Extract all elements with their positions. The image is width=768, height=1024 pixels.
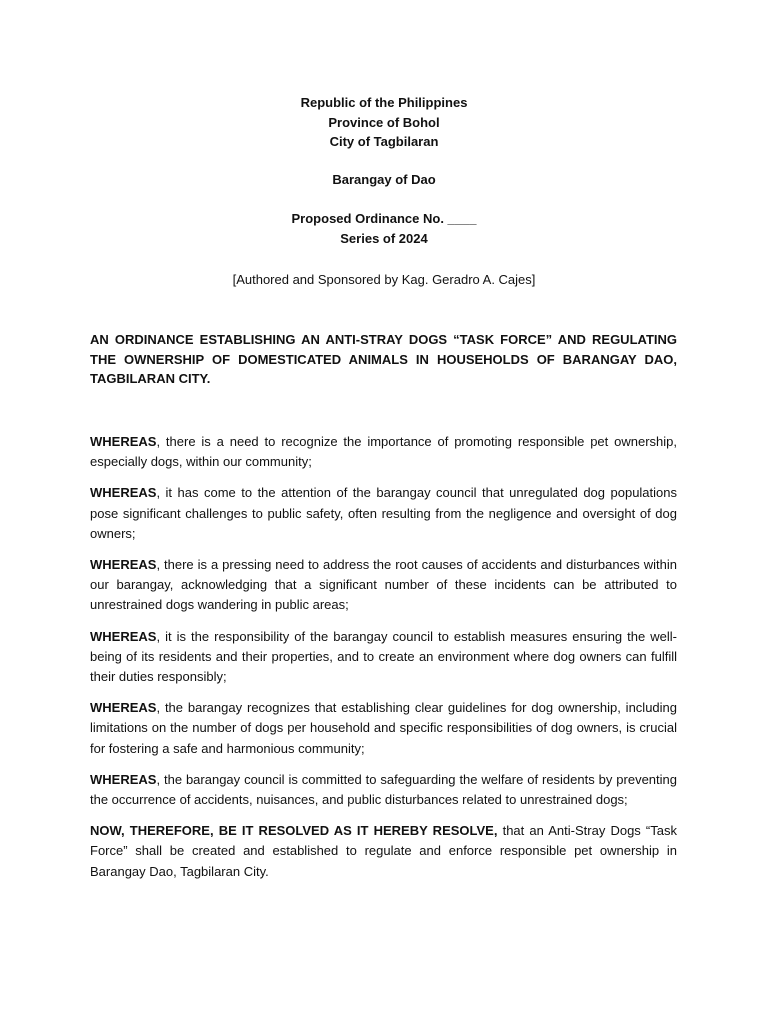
paragraph-text: , the barangay recognizes that establishing clear guidelines for dog ownership, including limitations on the number of dogs per household and specific responsibilities of dog owners, is crucial for fostering a safe and harmonious community; (90, 700, 677, 756)
paragraph-text: , there is a pressing need to address the root causes of accidents and disturbances within our barangay, acknowledging that a significant number of these incidents can be attributed to unrestrained dogs wandering in public areas; (90, 557, 677, 613)
whereas-paragraph (90, 627, 677, 688)
header-barangay: Barangay of Dao (332, 171, 436, 187)
paragraph-lead: WHEREAS (90, 434, 157, 449)
whereas-paragraph (90, 432, 677, 472)
whereas-paragraph (90, 770, 677, 810)
document-header (0, 93, 768, 290)
header-series: Series of 2024 (340, 230, 428, 246)
whereas-paragraph (90, 555, 677, 616)
whereas-paragraph (90, 483, 677, 544)
header-republic: Republic of the Philippines (300, 95, 468, 110)
paragraph-lead: WHEREAS (90, 700, 157, 716)
paragraph-text: that an Anti-Stray Dogs “Task Force” shall be created and established to regulate and enforce responsible pet ownership in Barangay Dao, Tagbilaran City. (90, 823, 677, 879)
resolution-paragraph (90, 821, 677, 882)
paragraph-lead: NOW, THEREFORE, BE IT RESOLVED AS IT HEREBY RESOLVE, (90, 823, 498, 839)
paragraph-lead: WHEREAS (90, 557, 157, 573)
header-province: Province of Bohol (328, 114, 440, 130)
paragraph-lead: WHEREAS (90, 628, 157, 644)
paragraph-lead: WHEREAS (90, 485, 157, 501)
paragraph-text: , it has come to the attention of the barangay council that unregulated dog populations pose significant challenges to public safety, often resulting from the negligence and oversight of dog owners; (90, 485, 677, 541)
paragraph-text: , it is the responsibility of the barangay council to establish measures ensuring the well-being of its residents and their properties, and to create an environment where dog owners can fulfill their duties responsibly; (90, 628, 677, 685)
paragraph-text: , the barangay council is committed to safeguarding the welfare of residents by preventing the occurrence of accidents, nuisances, and public disturbances related to unrestrained dogs; (90, 771, 677, 808)
paragraph-text: , there is a need to recognize the importance of promoting responsible pet ownership, especially dogs, within our community; (90, 434, 677, 470)
ordinance-body (90, 432, 677, 893)
paragraph-lead: WHEREAS (90, 771, 157, 787)
header-city: City of Tagbilaran (329, 134, 439, 149)
whereas-paragraph (90, 698, 677, 759)
header-ordinance-number: Proposed Ordinance No. ____ (291, 211, 477, 226)
ordinance-title: AN ORDINANCE ESTABLISHING AN ANTI-STRAY DOGS “TASK FORCE” AND REGULATING THE OWNERSHIP OF DOMESTICATED ANIMALS IN HOUSEHOLDS OF BARANGAY DAO, TAGBILARAN CITY. (90, 332, 677, 386)
header-author: [Authored and Sponsored by Kag. Geradro A. Cajes] (232, 272, 536, 287)
